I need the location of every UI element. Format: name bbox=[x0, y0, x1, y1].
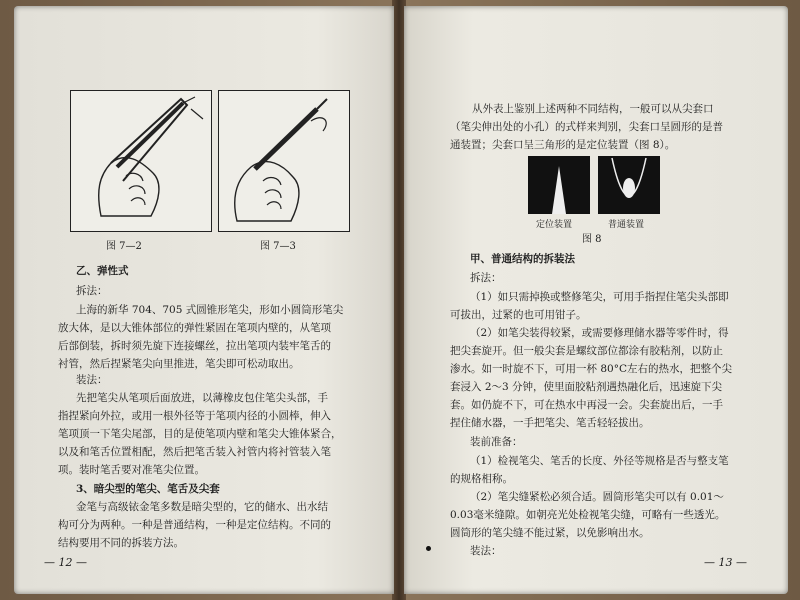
section-heading: 甲、普通结构的拆装法 bbox=[470, 253, 575, 265]
paragraph-line: 衬管，然后捏紧笔尖向里推进，笔尖即可松动取出。 bbox=[58, 358, 300, 370]
paragraph-line: 把尖套旋开。但一般尖套是螺纹部位都涂有胶粘剂，以防止 bbox=[450, 345, 723, 357]
section-heading: 乙、弹性式 bbox=[76, 265, 129, 277]
paragraph-line: 项。装时笔舌要对准笔尖位置。 bbox=[58, 464, 205, 476]
paragraph-line: 先把笔尖从笔项后面放进，以薄橡皮包住笔尖头部，手 bbox=[76, 392, 328, 404]
figure-caption: 图 7—2 bbox=[106, 241, 142, 252]
page-number: — 13 — bbox=[704, 556, 747, 569]
figure-caption: 图 8 bbox=[582, 234, 602, 245]
paragraph-line: 笔项顶一下笔尖尾部，目的是使笔项内壁和笔尖大锥体紧合， bbox=[58, 428, 342, 440]
paragraph-line: 0.03毫米缝隙。如朝亮光处检视笔尖缝，可略有一些透光。 bbox=[450, 509, 726, 521]
page-number: — 12 — bbox=[44, 556, 87, 569]
paragraph-line: 通装置；尖套口呈三角形的是定位装置（图 8）。 bbox=[450, 139, 676, 151]
hand-holding-pen-illustration bbox=[71, 91, 211, 231]
subheading: 装前准备： bbox=[470, 436, 523, 448]
section-heading: 3、暗尖型的笔尖、笔舌及尖套 bbox=[76, 483, 220, 495]
paragraph-line: 构可分为两种。一种是普通结构，一种是定位结构。不同的 bbox=[58, 519, 331, 531]
paragraph-line: 后部倒装，拆时须先旋下连接螺丝，拉出笔项内装牢笔舌的 bbox=[58, 340, 331, 352]
paragraph-line: 以及和笔舌位置相配，然后把笔舌装入衬管内将衬管装入笔 bbox=[58, 446, 331, 458]
figure-7-2 bbox=[70, 90, 212, 232]
figure-label: 定位装置 bbox=[536, 220, 573, 230]
figure-caption: 图 7—3 bbox=[260, 241, 296, 252]
subheading: 拆法： bbox=[470, 272, 502, 284]
paragraph-line: 捏住储水器，一手把笔尖、笔舌轻轻拔出。 bbox=[450, 417, 650, 429]
paragraph-line: 套。如仍旋不下，可在热水中再浸一会。尖套旋出后，一手 bbox=[450, 399, 723, 411]
paragraph-line: 放大体，是以大锥体部位的弹性紧固在笔项内壁的，从笔项 bbox=[58, 322, 331, 334]
paragraph-line: 的规格相称。 bbox=[450, 473, 513, 485]
paragraph-line: （2）笔尖缝紧松必须合适。圆筒形笔尖可以有 0.01～ bbox=[470, 491, 724, 503]
subheading: 拆法： bbox=[76, 285, 108, 297]
paragraph-line: （1）如只需掉换或整修笔尖，可用手指捏住笔尖头部即 bbox=[470, 291, 729, 303]
right-page bbox=[404, 6, 788, 594]
paragraph-line: 结构要用不同的拆装方法。 bbox=[58, 537, 184, 549]
paragraph-line: 指捏紧向外拉，或用一根外径等于笔项内径的小圆棒，伸入 bbox=[58, 410, 331, 422]
left-page bbox=[14, 6, 394, 594]
subheading: 装法： bbox=[76, 374, 108, 386]
paragraph-line: 可拔出，过紧的也可用钳子。 bbox=[450, 309, 587, 321]
paragraph-line: 圆筒形的笔尖缝不能过紧，以免影响出水。 bbox=[450, 527, 650, 539]
paragraph-line: （2）如笔尖装得较紧，或需要修理储水器等零件时，得 bbox=[470, 327, 729, 339]
paragraph-line: 渗水。如一时旋不下，可用一杯 80°C左右的热水，把整个尖 bbox=[450, 363, 732, 375]
round-nib-opening-image bbox=[598, 156, 660, 214]
ink-dot bbox=[426, 546, 431, 551]
figure-7-3 bbox=[218, 90, 350, 232]
paragraph-line: 金笔与高级铱金笔多数是暗尖型的，它的储水、出水结 bbox=[76, 501, 328, 513]
paragraph-line: 从外表上鉴别上述两种不同结构，一般可以从尖套口 bbox=[472, 103, 714, 115]
subheading: 装法： bbox=[470, 545, 502, 557]
hand-holding-pen-illustration bbox=[219, 91, 349, 231]
paragraph-line: （笔尖伸出处的小孔）的式样来判别，尖套口呈圆形的是普 bbox=[450, 121, 723, 133]
figure-label: 普通装置 bbox=[608, 220, 645, 230]
triangular-nib-opening-image bbox=[528, 156, 590, 214]
paragraph-line: （1）检视笔尖、笔舌的长度、外径等规格是否与整支笔 bbox=[470, 455, 729, 467]
paragraph-line: 上海的新华 704、705 式圆锥形笔尖，形如小圆筒形笔尖 bbox=[76, 304, 344, 316]
paragraph-line: 套浸入 2～3 分钟，使里面胶粘剂遇热融化后，迅速旋下尖 bbox=[450, 381, 723, 393]
